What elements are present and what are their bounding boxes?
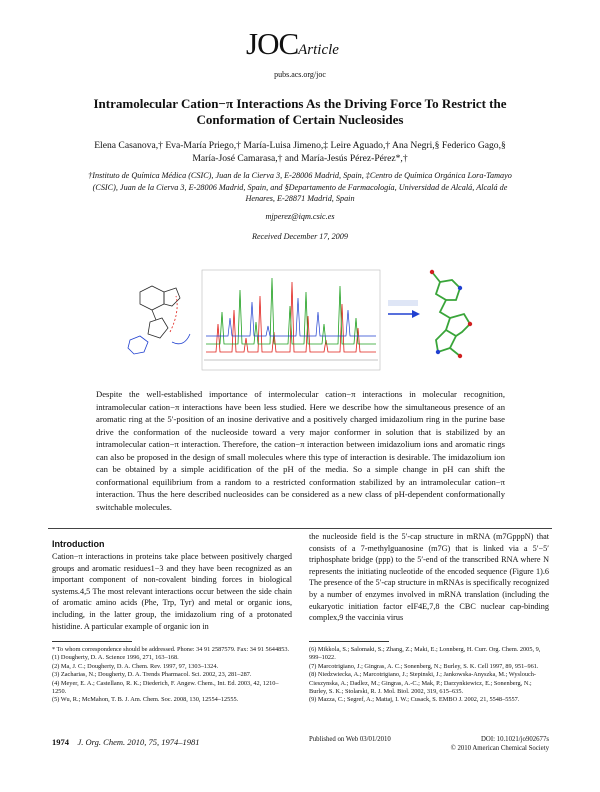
conformer-3d-model <box>432 272 470 356</box>
footnote: (8) Niedzwiecka, A.; Marcotrigiano, J.; Stepinski, J.; Jankowska-Anyszka, M.; Wyslouch-Cieszynska, A.; Dadlez, M.; Gingras, A.-C.; Mak, P.; Darzynkiewicz, E.; Sonenberg, N.; Burley, S. K.; Stolarski, R. J. Mol. Biol. 2002, 319, 615–635. <box>309 671 537 696</box>
arrow-icon <box>388 300 420 318</box>
footnote: (4) Meyer, E. A.; Castellano, R. K.; Diederich, F. Angew. Chem., Int. Ed. 2003, 42, 1210–1250. <box>52 679 279 696</box>
nmr-spectra <box>202 270 380 370</box>
footnote-divider-right <box>309 641 389 642</box>
footnote: (3) Zacharias, N.; Dougherty, D. A. Trends Pharmacol. Sci. 2002, 23, 281–287. <box>52 671 252 679</box>
journal-logo-main: JOC <box>246 26 299 61</box>
section-heading-introduction: Introduction <box>52 539 105 549</box>
section-divider <box>48 528 552 529</box>
body-column-right: the nucleoside field is the 5′-cap structure in mRNA (m7GpppN) that consists of a 7-methylguanosine (m7G) that is linked via a 5′−5′ triphosphate bridge (ppp) to the 5′-end of the transcribed RNA where N represents the initiating nucleotide of the encoded sequence (Figure 1).6 The presence of the 5′-cap structure in mRNAs is specifically recognized by a number of enzymes involved in mRNA translation (including the eukaryotic initiation factor eIF4E,7,8 the CBC nuclear cap-binding complex,9 the vaccinia virus <box>309 532 549 623</box>
article-title: Intramolecular Cation−π Interactions As the Driving Force To Restrict the Conformation of Certain Nucleosides <box>93 96 507 127</box>
footnote: (2) Ma, J. C.; Dougherty, D. A. Chem. Rev. 1997, 97, 1303–1324. <box>52 662 219 670</box>
publication-date: Published on Web 03/01/2010 <box>309 736 391 743</box>
footnote: (9) Mazza, C.; Segref, A.; Mattaj, I. W.; Cusack, S. EMBO J. 2002, 21, 5548–5557. <box>309 696 520 704</box>
footnotes-right <box>309 646 549 705</box>
abstract: Despite the well-established importance of intermolecular cation−π interactions in molecular recognition, intramolecular cation−π interactions have been less studied. Here we describe how the simultaneous presence of an aromatic ring at the 5′-position of an inosine derivative and a positively charged imidazolium ring in the purine base drive the conformation of the nucleoside toward a very major conformer in solution that is stabilized by an intramolecular cation−π interaction. Therefore, the cation−π interaction between imidazolium ions and aromatic rings can also be proposed in the design of small molecules where this type of interaction is desirable. The imidazolium ion can be obtained by a simple acidification of the pH of the media. So a simple change in pH can shift the conformational equilibrium from a random to a restricted conformation stabilized by an intramolecular cation−π interaction. Thus the here described nucleosides can be considered as a new class of pH-dependent conformationally switchable molecules. <box>96 389 505 512</box>
footnote: (6) Mikkola, S.; Salomaki, S.; Zhang, Z.; Maki, E.; Lonnberg, H. Curr. Org. Chem. 2005, 9, 999–1022. <box>309 646 541 662</box>
author-list: Elena Casanova,† Eva-María Priego,† María-Luisa Jimeno,‡ Leire Aguado,† Ana Negri,§ Federico Gago,§ María-José Camarasa,† and María-Jesús Pérez-Pérez*,† <box>94 140 506 164</box>
toc-graphic <box>120 252 480 372</box>
corresponding-email[interactable]: mjperez@iqm.csic.es <box>265 212 335 221</box>
footnote: (1) Dougherty, D. A. Science 1996, 271, 163–168. <box>52 654 179 662</box>
page-footer-right <box>309 736 549 753</box>
page-number: 1974 <box>52 737 69 747</box>
footnote: (7) Marcotrigiano, J.; Gingras, A. C.; Sonenberg, N.; Burley, S. K. Cell 1997, 89, 951–961. <box>309 662 539 670</box>
footnote: (5) Wu, R.; McMahon, T. B. J. Am. Chem. Soc. 2008, 130, 12554–12555. <box>52 696 239 704</box>
page-footer-left <box>52 737 199 747</box>
doi[interactable]: DOI: 10.1021/jo902677s <box>481 736 549 743</box>
nucleoside-structure-drawing <box>128 286 190 354</box>
copyright: © 2010 American Chemical Society <box>450 744 549 752</box>
journal-logo-sub: Article <box>298 42 339 58</box>
body-column-left: Cation−π interactions in proteins take place between positively charged groups and aromatic residues1−3 and they have been recognized as an important component of non-covalent binding forces in biological systems.4,5 The most relevant interactions occur between the side chain of aromatic amino acids (Phe, Trp, Tyr) and metal or organic ions, including, in the latter group, the imidazolium ring of a protonated histidine. A particular example of organic ion in <box>52 552 292 631</box>
received-date: Received December 17, 2009 <box>252 232 348 241</box>
journal-citation: J. Org. Chem. 2010, 75, 1974–1981 <box>77 737 200 747</box>
journal-url[interactable]: pubs.acs.org/joc <box>274 70 326 79</box>
footnotes-left <box>52 646 292 705</box>
footnote-divider-left <box>52 641 132 642</box>
affiliations: †Instituto de Química Médica (CSIC), Juan de la Cierva 3, E-28006 Madrid, Spain, ‡Centro de Química Orgánica Lora-Tamayo (CSIC), Juan de la Cierva 3, E-28006 Madrid, Spain, and §Departamento de Farmacología, Universidad de Alcalá, Alcalá de Henares, E-28871 Madrid, Spain <box>88 171 512 203</box>
footnote: * To whom correspondence should be addressed. Phone: 34 91 2587579. Fax: 34 91 5644853. <box>52 646 290 653</box>
journal-logo <box>246 26 366 66</box>
